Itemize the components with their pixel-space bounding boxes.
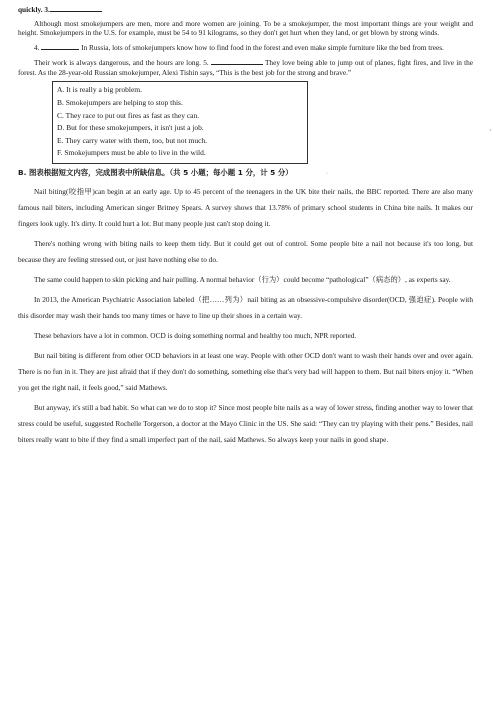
top-line — [18, 4, 473, 14]
passage-paragraph-6: But nail biting is different from other OCD behaviors in at least one way. People with other OCD don't want to wash their hands over and over again. There is no fun in it. They are just afraid that if they don't do something, something else that's very bad will happen to them. But nail biters enjoy it. “When you get the right nail, it feels good,” said Mathews. — [18, 351, 473, 393]
paragraph-1: Although most smokejumpers are men, more and more women are joining. To be a smokejumper, the most important things are your weight and height. Smokejumpers in the U.S. for example, must be 54 to 91 kilograms, so they don't get hurt when they land, or get blown by strong winds. — [18, 18, 473, 38]
quickly-text: quickly. 3. — [18, 5, 50, 14]
margin-mark: , — [489, 126, 491, 132]
passage-paragraph-1: Nail biting(咬指甲)can begin at an early age. Up to 45 percent of the teenagers in the UK bite their nails, the BBC reported. There are also many famous nail biters, including American singer Britney Spears. A survey shows that 13.78% of primary school students in China bite nails. It makes our fingers look ugly. It's dirty. It could hurt a lot. But many people just can't stop doing it. — [18, 187, 473, 229]
passage-paragraph-3: The same could happen to skin picking and hair pulling. A normal behavior（行为）could become “pathological”（病态的）, as experts say. — [34, 275, 451, 285]
paragraph-3 — [18, 57, 473, 77]
passage-paragraph-7: But anyway, it's still a bad habit. So what can we do to stop it? Since most people bite nails as a way of lower stress, finding another way to lower that stress could be useful, suggested Rochelle Torgerson, a doctor at the Mayo Clinic in the US. She said: “They can try playing with their pens.” Besides, nail biters really want to bite if they find a small imperfect part of the nail, said Mathews. So always keep your nails in good shape. — [18, 403, 473, 445]
option-b: B. Smokejumpers are helping to stop this. — [57, 98, 183, 108]
blank-4-number: 4. — [34, 43, 40, 53]
paragraph-2 — [18, 42, 473, 52]
options-box — [52, 81, 308, 164]
option-f: F. Smokejumpers must be able to live in the wild. — [57, 148, 206, 158]
stray-mark: · — [326, 171, 328, 177]
paragraph-2-text: In Russia, lots of smokejumpers know how to find food in the forest and even make simple furniture like the bed from trees. — [81, 43, 444, 53]
section-b-heading: B. 图表根据短文内容，完成图表中所缺信息。（共 5 小题；每小题 1 分，计 5 分） — [18, 168, 293, 177]
paragraph-3-text-a: Their work is always dangerous, and the hours are long. 5. — [34, 58, 209, 68]
passage-paragraph-2: There's nothing wrong with biting nails to keep them tidy. But it could get out of control. Some people bite a nail not because it's too long, but because they are feeling stressed out, or just have nothing else to do. — [18, 239, 473, 265]
option-e: E. They carry water with them, too, but not much. — [57, 135, 208, 145]
passage-paragraph-4: In 2013, the American Psychiatric Association labeled（把……列为）nail biting as an obsessive-compulsive disorder(OCD, 强迫症). People with this disorder may wash their hands too many times or have to line up their shoes in a certain way. — [18, 295, 473, 321]
blank-5 — [211, 57, 263, 65]
paragraph-3-text-b: They love being able to jump out of planes, fight fires, and live in the forest. As the 28-year-old Russian smokejumper, Alexi Tishin says, “This is the best job for the strong and brave.” — [18, 58, 473, 77]
passage-paragraph-5: These behaviors have a lot in common. OCD is doing something normal and healthy too much, NPR reported. — [34, 331, 357, 341]
option-c: C. They race to put out fires as fast as they can. — [57, 110, 200, 120]
option-a: A. It is really a big problem. — [57, 85, 142, 95]
option-d: D. But for these smokejumpers, it isn't just a job. — [57, 123, 204, 133]
blank-4 — [41, 42, 79, 50]
blank-3 — [50, 4, 102, 12]
